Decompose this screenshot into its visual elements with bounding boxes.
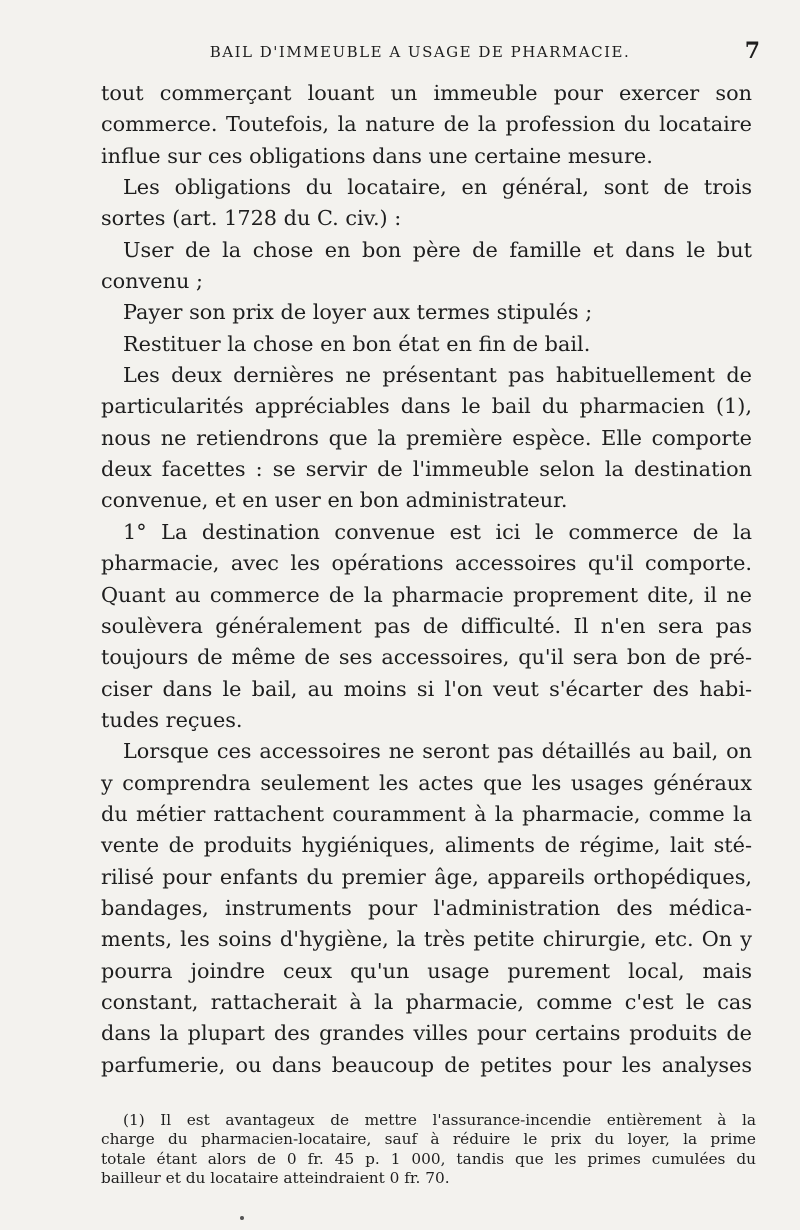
text-line: toujours de même de ses accessoires, qu'il sera bon de pré- [101,645,752,670]
footnote-line: (1) Il est avantageux de mettre l'assurance-incendie entièrement à la [123,1111,756,1129]
page-number: 7 [744,38,760,64]
running-title: BAIL D'IMMEUBLE A USAGE DE PHARMACIE. [209,43,631,61]
text-line: tout commerçant louant un immeuble pour exercer son [101,81,752,105]
text-line: commerce. Toutefois, la nature de la profession du locataire [101,112,752,137]
text-line: constant, rattacherait à la pharmacie, comme c'est le cas [101,989,752,1014]
text-line: dans la plupart des grandes villes pour certains produits de [101,1021,752,1046]
text-line: Les obligations du locataire, en général, sont de trois [123,175,752,200]
text-line: soulèvera généralement pas de difficulté. Il n'en sera pas [101,613,752,638]
text-line: bandages, instruments pour l'administration des médica- [101,895,752,920]
text-line: pharmacie, avec les opérations accessoires qu'il comporte. [101,551,752,576]
text-line: convenue, et en user en bon administrateur. [101,488,568,513]
text-line: parfumerie, ou dans beaucoup de petites pour les analyses [101,1052,752,1077]
text-line: ments, les soins d'hygiène, la très petite chirurgie, etc. On y [101,927,752,952]
footnotes [101,1111,756,1189]
text-line: Lorsque ces accessoires ne seront pas détaillés au bail, on [123,739,752,764]
body-text [101,78,752,1081]
text-line: rilisé pour enfants du premier âge, appareils orthopédiques, [101,864,752,889]
footnote-line: bailleur et du locataire atteindraient 0 fr. 70. [101,1169,450,1188]
text-line: particularités appréciables dans le bail du pharmacien (1), [101,394,752,419]
text-line: User de la chose en bon père de famille et dans le but [123,237,752,262]
page-mark [240,1216,244,1220]
text-line: Payer son prix de loyer aux termes stipulés ; [123,300,593,325]
text-line: 1° La destination convenue est ici le commerce de la [123,519,752,544]
running-head [100,40,760,66]
footnote-line: charge du pharmacien-locataire, sauf à réduire le prix du loyer, la prime [101,1130,756,1149]
text-line: pourra joindre ceux qu'un usage purement local, mais [101,958,752,983]
text-line: tudes reçues. [101,707,243,732]
text-line: influe sur ces obligations dans une certaine mesure. [101,143,653,168]
text-line: Les deux dernières ne présentant pas habituellement de [123,363,752,388]
text-line: y comprendra seulement les actes que les usages généraux [101,770,752,795]
text-line: Quant au commerce de la pharmacie proprement dite, il ne [101,582,752,607]
text-line: ciser dans le bail, au moins si l'on veut s'écarter des habi- [101,676,752,701]
text-line: deux facettes : se servir de l'immeuble selon la destination [101,457,752,482]
footnote-line: totale étant alors de 0 fr. 45 p. 1 000, tandis que les primes cumulées du [101,1149,756,1168]
text-line: du métier rattachent couramment à la pharmacie, comme la [101,801,752,826]
text-line: nous ne retiendrons que la première espèce. Elle comporte [101,425,752,450]
text-line: sortes (art. 1728 du C. civ.) : [101,206,402,231]
text-line: Restituer la chose en bon état en fin de bail. [123,331,591,356]
text-line: vente de produits hygiéniques, aliments de régime, lait sté- [101,833,752,858]
text-line: convenu ; [101,269,204,294]
